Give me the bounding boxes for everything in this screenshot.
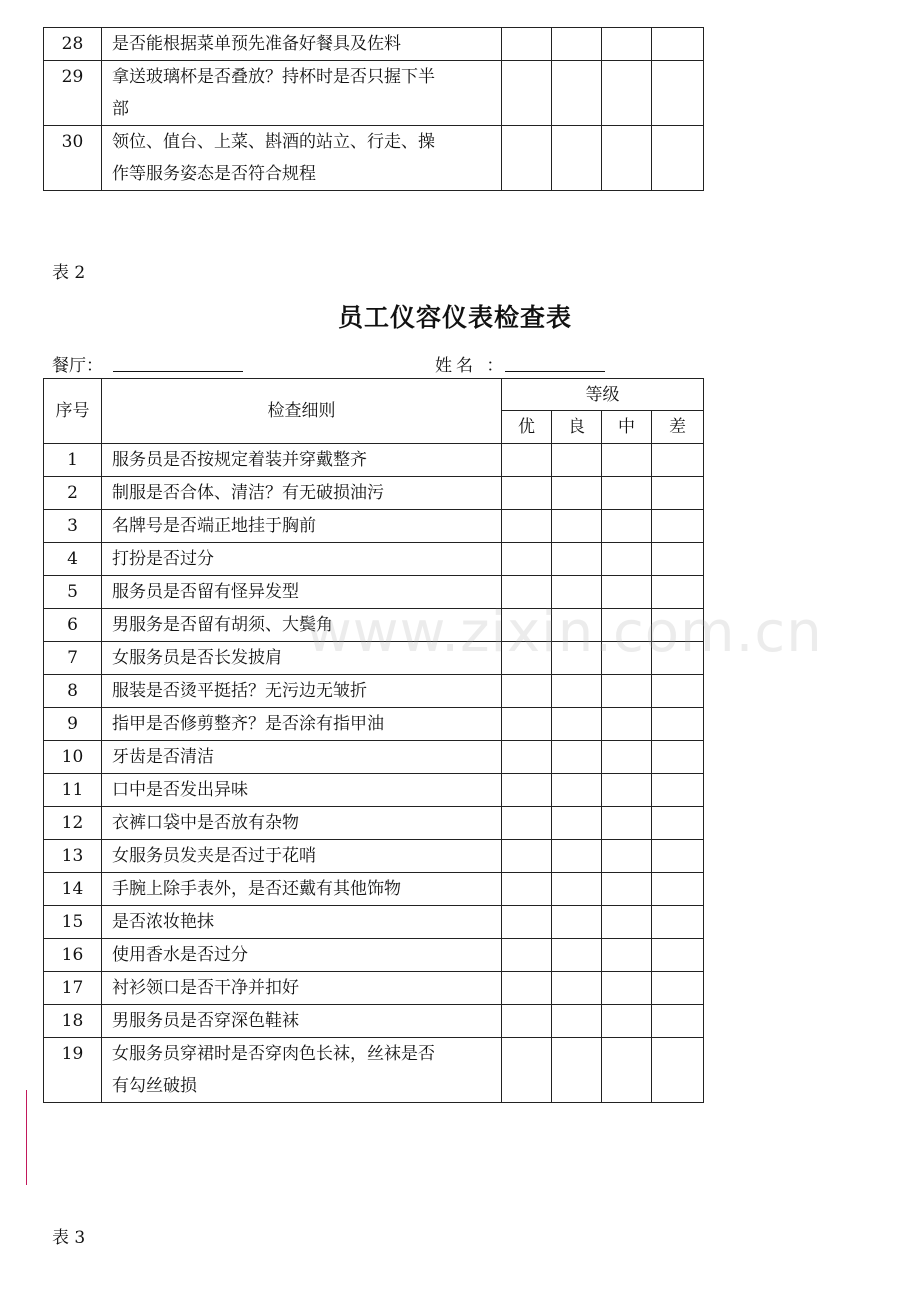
grade-cell[interactable]: [552, 741, 602, 774]
grade-cell[interactable]: [552, 543, 602, 576]
header-grade-excellent: 优: [502, 411, 552, 444]
row-criterion: [102, 510, 502, 543]
header-grade-good: 良: [552, 411, 602, 444]
grade-cell[interactable]: [652, 1038, 704, 1103]
row-criterion: [102, 675, 502, 708]
row-number: 4: [44, 543, 102, 576]
row-number: 8: [44, 675, 102, 708]
criterion-line: 是否能根据菜单预先准备好餐具及佐料: [112, 34, 401, 54]
table-3-label: 表 3: [52, 1228, 86, 1248]
grade-cell[interactable]: [552, 774, 602, 807]
grade-cell[interactable]: [652, 543, 704, 576]
grade-cell[interactable]: [602, 1005, 652, 1038]
grade-cell[interactable]: [602, 126, 652, 191]
table-row: [44, 939, 704, 972]
table-row: [44, 543, 704, 576]
grade-cell[interactable]: [552, 873, 602, 906]
header-grade: 等级: [502, 379, 704, 411]
grade-cell[interactable]: [552, 906, 602, 939]
row-number: 13: [44, 840, 102, 873]
row-number: 28: [44, 28, 102, 61]
grade-cell[interactable]: [652, 61, 704, 126]
criterion-line: 牙齿是否清洁: [112, 747, 214, 767]
grade-cell[interactable]: [602, 510, 652, 543]
criterion-line: 服装是否烫平挺括？无污边无皱折: [112, 681, 367, 701]
criterion-line: 部: [112, 99, 129, 119]
grade-cell[interactable]: [502, 807, 552, 840]
grade-cell[interactable]: [602, 477, 652, 510]
row-number: 10: [44, 741, 102, 774]
table-row: [44, 972, 704, 1005]
table-row: [44, 741, 704, 774]
table-row: [44, 28, 704, 61]
grade-cell[interactable]: [602, 61, 652, 126]
row-criterion: [102, 708, 502, 741]
header-grade-average: 中: [602, 411, 652, 444]
row-criterion: [102, 840, 502, 873]
grade-cell[interactable]: [602, 675, 652, 708]
criterion-line: 是否浓妆艳抹: [112, 912, 214, 932]
criterion-line: 名牌号是否端正地挂于胸前: [112, 516, 316, 536]
table-row: [44, 444, 704, 477]
grade-cell[interactable]: [652, 126, 704, 191]
row-criterion: [102, 1038, 502, 1103]
restaurant-fill-line: [113, 371, 243, 372]
header-no: 序号: [44, 379, 102, 444]
table-row: [44, 906, 704, 939]
grade-cell[interactable]: [652, 477, 704, 510]
criterion-line: 女服务员是否长发披肩: [112, 648, 282, 668]
row-criterion: [102, 444, 502, 477]
grade-cell[interactable]: [502, 708, 552, 741]
criterion-line: 拿送玻璃杯是否叠放？持杯时是否只握下半: [112, 67, 435, 87]
grade-cell[interactable]: [502, 675, 552, 708]
table-2-label: 表 2: [52, 263, 86, 283]
grade-cell[interactable]: [502, 543, 552, 576]
grade-cell[interactable]: [552, 1038, 602, 1103]
row-number: 14: [44, 873, 102, 906]
grade-cell[interactable]: [602, 28, 652, 61]
criterion-line: 男服务是否留有胡须、大鬓角: [112, 615, 333, 635]
grade-cell[interactable]: [602, 807, 652, 840]
grade-cell[interactable]: [652, 906, 704, 939]
grade-cell[interactable]: [552, 840, 602, 873]
grade-cell[interactable]: [552, 477, 602, 510]
row-number: 1: [44, 444, 102, 477]
grade-cell[interactable]: [652, 774, 704, 807]
criterion-line: 服务员是否按规定着装并穿戴整齐: [112, 450, 367, 470]
grade-cell[interactable]: [502, 444, 552, 477]
table-row: [44, 61, 704, 126]
table-row: [44, 873, 704, 906]
table-row: [44, 1038, 704, 1103]
grade-cell[interactable]: [602, 708, 652, 741]
grade-cell[interactable]: [552, 61, 602, 126]
grade-cell[interactable]: [502, 774, 552, 807]
header-item: 检查细则: [102, 379, 502, 444]
checklist-table-continued-body: [44, 28, 704, 191]
grade-cell[interactable]: [502, 28, 552, 61]
criterion-line: 作等服务姿态是否符合规程: [112, 164, 316, 184]
grade-cell[interactable]: [502, 61, 552, 126]
row-criterion: [102, 28, 502, 61]
grade-cell[interactable]: [602, 774, 652, 807]
grade-cell[interactable]: [602, 972, 652, 1005]
grade-cell[interactable]: [652, 675, 704, 708]
grade-cell[interactable]: [602, 741, 652, 774]
table-row: [44, 774, 704, 807]
row-number: 9: [44, 708, 102, 741]
row-number: 11: [44, 774, 102, 807]
grade-cell[interactable]: [652, 741, 704, 774]
criterion-line: 有勾丝破损: [112, 1076, 197, 1096]
grade-cell[interactable]: [652, 444, 704, 477]
criterion-line: 领位、值台、上菜、斟酒的站立、行走、操: [112, 132, 435, 152]
criterion-line: 制服是否合体、清洁？有无破损油污: [112, 483, 384, 503]
row-criterion: [102, 972, 502, 1005]
row-criterion: [102, 1005, 502, 1038]
grade-cell[interactable]: [552, 807, 602, 840]
row-number: 5: [44, 576, 102, 609]
criterion-line: 男服务员是否穿深色鞋袜: [112, 1011, 299, 1031]
grade-cell[interactable]: [502, 1038, 552, 1103]
row-criterion: [102, 939, 502, 972]
checklist-table-continued: [43, 27, 704, 191]
grade-cell[interactable]: [652, 873, 704, 906]
table-row: [44, 510, 704, 543]
grade-cell[interactable]: [552, 444, 602, 477]
table-row: [44, 840, 704, 873]
row-criterion: [102, 61, 502, 126]
grade-cell[interactable]: [652, 1005, 704, 1038]
grade-cell[interactable]: [602, 939, 652, 972]
grade-cell[interactable]: [602, 873, 652, 906]
row-number: 15: [44, 906, 102, 939]
row-number: 7: [44, 642, 102, 675]
grade-cell[interactable]: [502, 939, 552, 972]
watermark: www.zixin.com.cn: [306, 600, 823, 665]
grade-cell[interactable]: [602, 543, 652, 576]
row-criterion: [102, 477, 502, 510]
row-criterion: [102, 807, 502, 840]
name-label: 姓名 ：: [435, 356, 508, 376]
grade-cell[interactable]: [552, 510, 602, 543]
criterion-line: 手腕上除手表外，是否还戴有其他饰物: [112, 879, 401, 899]
grade-cell[interactable]: [552, 1005, 602, 1038]
appearance-checklist-body: [44, 444, 704, 1103]
table-row: [44, 675, 704, 708]
criterion-line: 衬衫领口是否干净并扣好: [112, 978, 299, 998]
row-criterion: [102, 741, 502, 774]
grade-cell[interactable]: [502, 477, 552, 510]
criterion-line: 指甲是否修剪整齐？是否涂有指甲油: [112, 714, 384, 734]
grade-cell[interactable]: [652, 807, 704, 840]
grade-cell[interactable]: [602, 906, 652, 939]
criterion-line: 服务员是否留有怪异发型: [112, 582, 299, 602]
table-row: [44, 807, 704, 840]
row-number: 6: [44, 609, 102, 642]
grade-cell[interactable]: [652, 510, 704, 543]
row-number: 30: [44, 126, 102, 191]
row-number: 17: [44, 972, 102, 1005]
row-criterion: [102, 543, 502, 576]
header-row-1: [44, 379, 704, 411]
grade-cell[interactable]: [552, 126, 602, 191]
grade-cell[interactable]: [602, 444, 652, 477]
criterion-line: 女服务员发夹是否过于花哨: [112, 846, 316, 866]
row-number: 18: [44, 1005, 102, 1038]
name-fill-line: [505, 371, 605, 372]
row-number: 12: [44, 807, 102, 840]
row-number: 2: [44, 477, 102, 510]
grade-cell[interactable]: [602, 1038, 652, 1103]
table-row: [44, 1005, 704, 1038]
row-number: 29: [44, 61, 102, 126]
grade-cell[interactable]: [652, 708, 704, 741]
row-criterion: [102, 873, 502, 906]
grade-cell[interactable]: [502, 906, 552, 939]
grade-cell[interactable]: [552, 939, 602, 972]
grade-cell[interactable]: [652, 28, 704, 61]
grade-cell[interactable]: [652, 939, 704, 972]
grade-cell[interactable]: [502, 126, 552, 191]
page-title: 员工仪容仪表检查表: [337, 303, 572, 332]
grade-cell[interactable]: [552, 675, 602, 708]
grade-cell[interactable]: [552, 708, 602, 741]
grade-cell[interactable]: [602, 840, 652, 873]
grade-cell[interactable]: [652, 840, 704, 873]
criterion-line: 口中是否发出异味: [112, 780, 248, 800]
criterion-line: 女服务员穿裙时是否穿肉色长袜，丝袜是否: [112, 1044, 435, 1064]
grade-cell[interactable]: [502, 840, 552, 873]
criterion-line: 衣裤口袋中是否放有杂物: [112, 813, 299, 833]
grade-cell[interactable]: [502, 873, 552, 906]
row-criterion: [102, 774, 502, 807]
grade-cell[interactable]: [502, 741, 552, 774]
grade-cell[interactable]: [552, 28, 602, 61]
appearance-checklist-table: [43, 378, 704, 1103]
header-grade-poor: 差: [652, 411, 704, 444]
grade-cell[interactable]: [552, 972, 602, 1005]
row-number: 3: [44, 510, 102, 543]
table-row: [44, 477, 704, 510]
row-number: 19: [44, 1038, 102, 1103]
criterion-line: 打扮是否过分: [112, 549, 214, 569]
table-row: [44, 126, 704, 191]
grade-cell[interactable]: [652, 972, 704, 1005]
table-row: [44, 708, 704, 741]
grade-cell[interactable]: [502, 972, 552, 1005]
margin-mark: [26, 1090, 27, 1185]
row-criterion: [102, 906, 502, 939]
restaurant-label: 餐厅：: [52, 356, 103, 376]
grade-cell[interactable]: [502, 1005, 552, 1038]
grade-cell[interactable]: [502, 510, 552, 543]
criterion-line: 使用香水是否过分: [112, 945, 248, 965]
row-number: 16: [44, 939, 102, 972]
row-criterion: [102, 126, 502, 191]
